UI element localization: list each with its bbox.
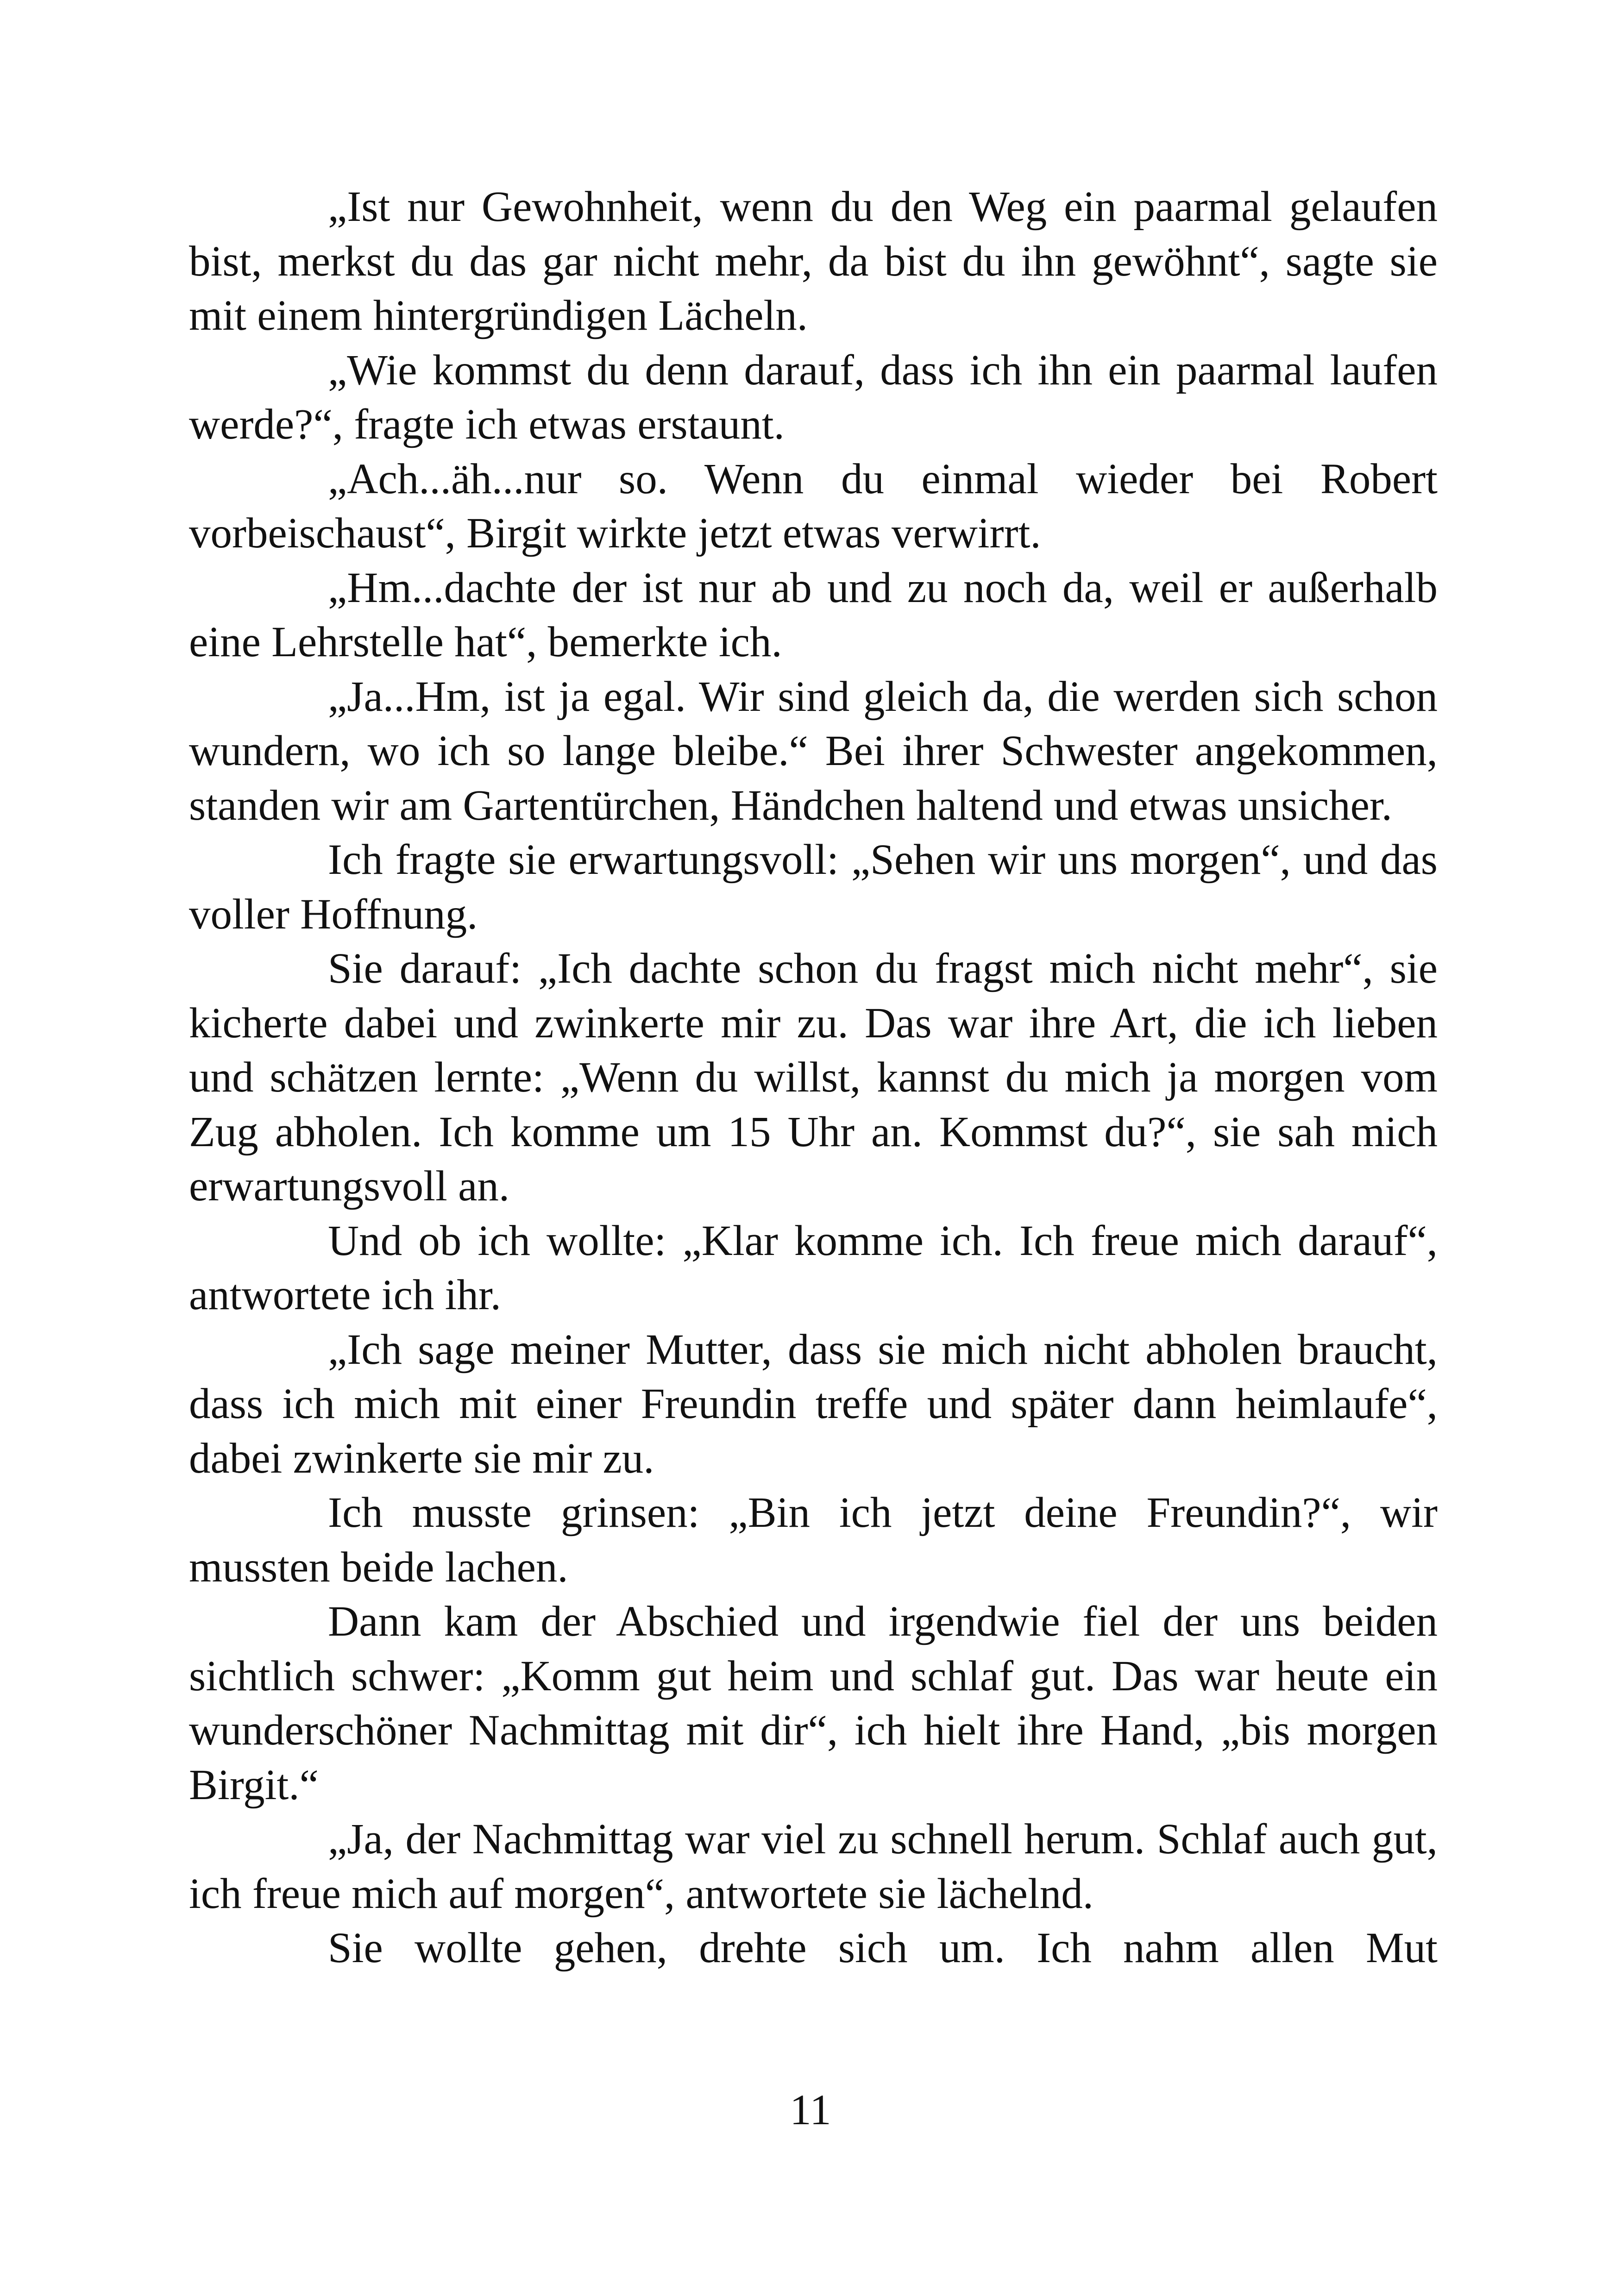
paragraph-12: „Ja, der Nachmittag war viel zu schnell herum. Schlaf auch gut, ich freue mich auf morgen“, antwortete sie lächelnd.: [189, 1815, 1438, 1918]
paragraph-1: „Ist nur Gewohnheit, wenn du den Weg ein paarmal gelaufen bist, merkst du das gar nicht mehr, da bist du ihn gewöhnt“, sagte sie mit einem hintergründigen Lächeln.: [189, 183, 1438, 339]
body-text: [189, 180, 1438, 1976]
paragraph-2: „Wie kommst du denn darauf, dass ich ihn ein paarmal laufen werde?“, fragte ich etwas erstaunt.: [189, 346, 1438, 448]
paragraph-11: Dann kam der Abschied und irgendwie fiel der uns beiden sichtlich schwer: „Komm gut heim und schlaf gut. Das war heute ein wunderschöner Nachmittag mit dir“, ich hielt ihre Hand, „bis morgen Birgit.“: [189, 1598, 1438, 1809]
paragraph-10: Ich musste grinsen: „Bin ich jetzt deine Freundin?“, wir mussten beide lachen.: [189, 1489, 1438, 1591]
paragraph-7: Sie darauf: „Ich dachte schon du fragst mich nicht mehr“, sie kicherte dabei und zwinkerte mir zu. Das war ihre Art, die ich lieben und schätzen lernte: „Wenn du willst, kannst du mich ja morgen vom Zug abholen. Ich komme um 15 Uhr an. Kommst du?“, sie sah mich erwartungsvoll an.: [189, 945, 1438, 1210]
paragraph-3: „Ach...äh...nur so. Wenn du einmal wieder bei Robert vorbeischaust“, Birgit wirkte jetzt etwas verwirrt.: [189, 455, 1438, 557]
paragraph-9: „Ich sage meiner Mutter, dass sie mich nicht abholen braucht, dass ich mich mit einer Freundin treffe und später dann heimlaufe“, dabei zwinkerte sie mir zu.: [189, 1325, 1438, 1482]
paragraph-6: Ich fragte sie erwartungsvoll: „Sehen wir uns morgen“, und das voller Hoffnung.: [189, 836, 1438, 938]
page-number: 11: [790, 2086, 831, 2134]
paragraph-8: Und ob ich wollte: „Klar komme ich. Ich freue mich darauf“, antwortete ich ihr.: [189, 1217, 1438, 1319]
paragraph-13: Sie wollte gehen, drehte sich um. Ich nahm allen Mut: [328, 1924, 1438, 1972]
paragraph-4: „Hm...dachte der ist nur ab und zu noch da, weil er außerhalb eine Lehrstelle hat“, bemerkte ich.: [189, 564, 1438, 666]
paragraph-5: „Ja...Hm, ist ja egal. Wir sind gleich da, die werden sich schon wundern, wo ich so lange bleibe.“ Bei ihrer Schwester angekommen, standen wir am Gartentürchen, Händchen haltend und etwas unsicher.: [189, 672, 1438, 829]
